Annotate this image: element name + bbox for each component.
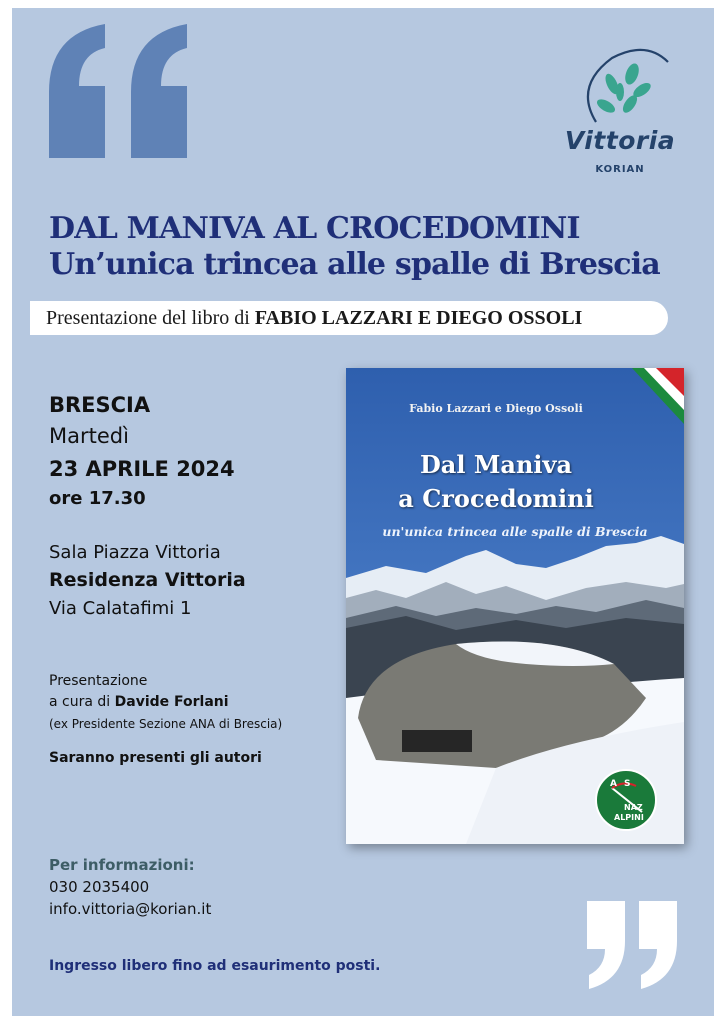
presenter-line [49, 694, 229, 710]
presentation-prefix: Presentazione del libro di [46, 307, 250, 329]
event-city: BRESCIA [49, 393, 151, 417]
entry-note: Ingresso libero fino ad esaurimento posti. [49, 958, 381, 974]
authors-present-note: Saranno presenti gli autori [49, 750, 262, 766]
open-quote-icon [47, 24, 197, 164]
cover-title-line-2: a Crocedomini [398, 484, 594, 513]
event-day: Martedì [49, 424, 129, 448]
badge-letter-s: S [624, 779, 631, 789]
venue-name: Residenza Vittoria [49, 569, 246, 591]
badge-letter-a: A [610, 779, 617, 789]
badge-alpini: ALPINI [614, 813, 644, 822]
venue-room: Sala Piazza Vittoria [49, 542, 221, 563]
event-poster [12, 8, 714, 1016]
title-line-2: Un’unica trincea alle spalle di Brescia [49, 247, 660, 282]
presenter-role: (ex Presidente Sezione ANA di Brescia) [49, 717, 283, 731]
cover-authors: Fabio Lazzari e Diego Ossoli [409, 402, 583, 415]
title-line-1: DAL MANIVA AL CROCEDOMINI [49, 211, 580, 246]
close-quote-icon [587, 901, 679, 991]
presentation-banner [30, 301, 668, 335]
presenter-label: Presentazione [49, 673, 148, 689]
presentation-authors: FABIO LAZZARI E DIEGO OSSOLI [254, 307, 583, 329]
logo-subtitle: KORIAN [595, 164, 645, 175]
event-title [49, 211, 689, 283]
venue-address: Via Calatafimi 1 [49, 598, 192, 619]
logo-name: Vittoria [564, 126, 676, 155]
contact-heading: Per informazioni: [49, 856, 195, 874]
book-cover-illustration [346, 368, 684, 844]
book-cover [346, 368, 684, 844]
presenter-curated-prefix: a cura di [49, 694, 111, 710]
presenter-name: Davide Forlani [114, 694, 229, 710]
badge-naz: NAZ [624, 803, 643, 812]
contact-phone: 030 2035400 [49, 878, 150, 896]
event-date: 23 APRILE 2024 [49, 457, 235, 481]
contact-email: info.vittoria@korian.it [49, 900, 212, 918]
cover-subtitle: un'unica trincea alle spalle di Brescia [382, 524, 648, 539]
cover-title-line-1: Dal Maniva [419, 450, 572, 479]
event-time: ore 17.30 [49, 488, 146, 509]
